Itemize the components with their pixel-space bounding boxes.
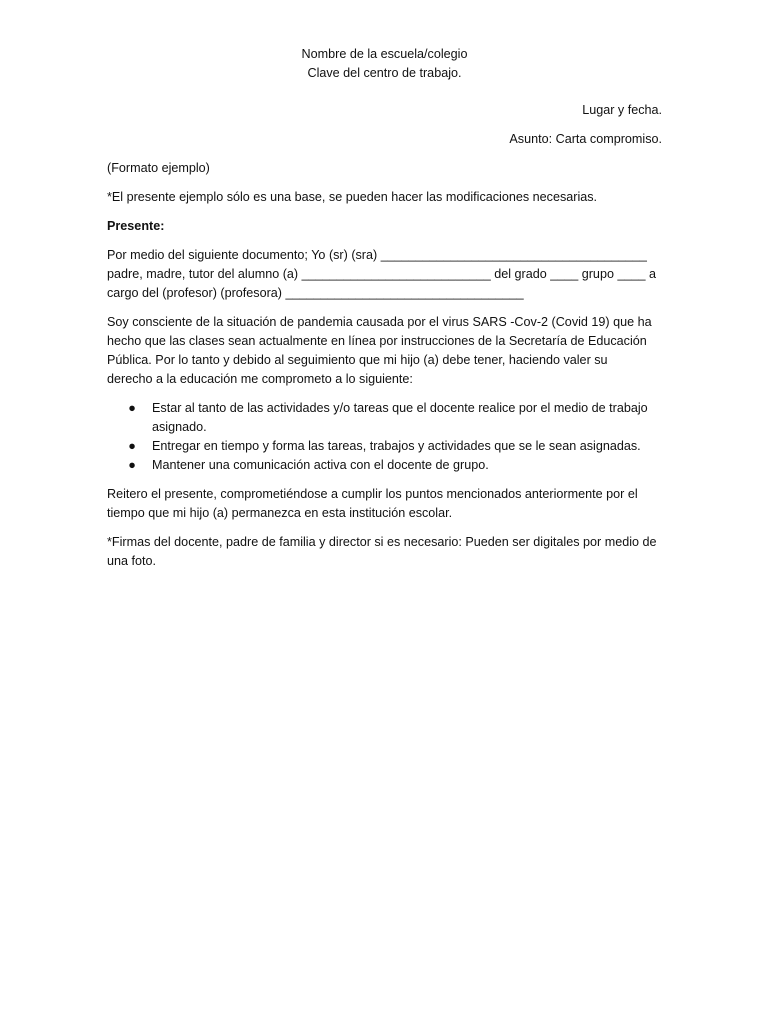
- context-line: Soy consciente de la situación de pandemia causada por el virus SARS -Cov-2 (Covid 19) que ha: [107, 315, 652, 329]
- signature-line: una foto.: [107, 554, 157, 568]
- bullet-icon: ●: [128, 401, 136, 415]
- closing-paragraph: [107, 485, 662, 523]
- intro-line: padre, madre, tutor del alumno (a) ___________________________ del grado ____ grupo ____ a: [107, 267, 656, 281]
- signature-line: *Firmas del docente, padre de familia y director si es necesario: Pueden ser digitales por medio de: [107, 535, 657, 549]
- commitment-line: asignado.: [152, 420, 207, 434]
- closing-line: Reitero el presente, comprometiéndose a cumplir los puntos mencionados anteriormente por el: [107, 487, 638, 501]
- intro-paragraph: [107, 246, 662, 303]
- letter-header: [107, 45, 662, 83]
- bullet-icon: ●: [128, 439, 136, 453]
- list-item: [107, 399, 662, 437]
- commitment-line: Estar al tanto de las actividades y/o tareas que el docente realice por el medio de trabajo: [152, 401, 648, 415]
- list-item: [107, 456, 662, 475]
- intro-line: Por medio del siguiente documento; Yo (sr) (sra) ______________________________________: [107, 248, 647, 262]
- context-paragraph: [107, 313, 662, 389]
- bullet-icon: ●: [128, 458, 136, 472]
- context-line: hecho que las clases sean actualmente en línea por instrucciones de la Secretaría de Educación: [107, 334, 647, 348]
- format-note: (Formato ejemplo): [107, 161, 210, 175]
- school-name: Nombre de la escuela/colegio: [301, 47, 468, 61]
- context-line: derecho a la educación me comprometo a lo siguiente:: [107, 372, 413, 386]
- list-item: [107, 437, 662, 456]
- closing-line: tiempo que mi hijo (a) permanezca en esta institución escolar.: [107, 506, 453, 520]
- commitment-line: Entregar en tiempo y forma las tareas, trabajos y actividades que se le sean asignadas.: [152, 439, 641, 453]
- commitment-line: Mantener una comunicación activa con el docente de grupo.: [152, 458, 489, 472]
- signature-note: [107, 533, 662, 571]
- commitment-list: [107, 399, 662, 475]
- work-center-key: Clave del centro de trabajo.: [307, 66, 462, 80]
- letter-body: [107, 45, 662, 581]
- greeting: Presente:: [107, 219, 165, 233]
- context-line: Pública. Por lo tanto y debido al seguimiento que mi hijo (a) debe tener, haciendo valer su: [107, 353, 608, 367]
- letter-subject: Asunto: Carta compromiso.: [509, 132, 662, 146]
- intro-line: cargo del (profesor) (profesora) __________________________________: [107, 286, 524, 300]
- base-note: *El presente ejemplo sólo es una base, se pueden hacer las modificaciones necesarias.: [107, 190, 598, 204]
- place-and-date: Lugar y fecha.: [582, 103, 662, 117]
